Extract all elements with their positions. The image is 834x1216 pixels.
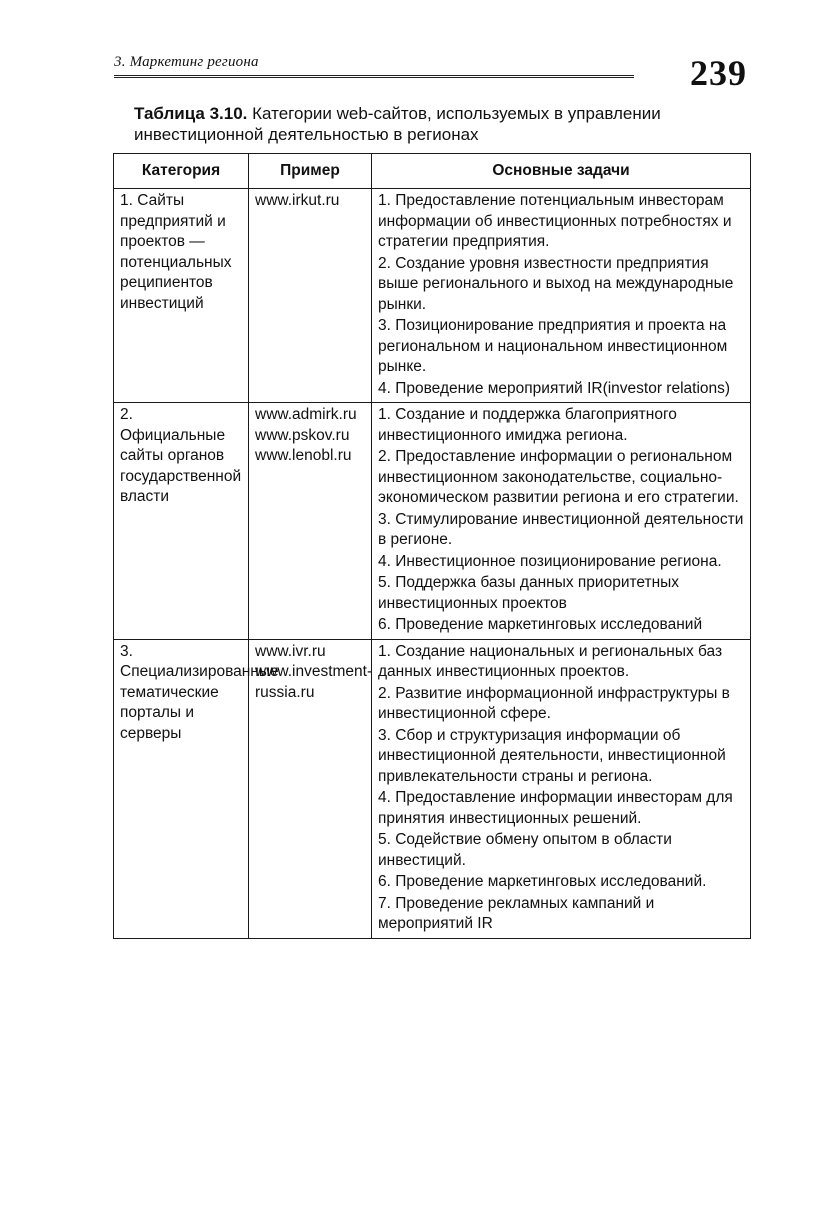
- table-caption-label: Таблица 3.10.: [134, 104, 248, 123]
- task-item: 4. Предоставление информации инвесторам для принятия инвестиционных решений.: [378, 789, 733, 827]
- example-cell: [249, 189, 372, 403]
- website-categories-table: [113, 153, 751, 939]
- column-header-category: Категория: [114, 154, 249, 189]
- example-url: www.irkut.ru: [255, 192, 340, 209]
- example-url: www.ivr.ru: [255, 642, 326, 660]
- table-row: [114, 189, 751, 403]
- task-item: 2. Создание уровня известности предприятия выше регионального и выход на международные рынки.: [378, 254, 734, 313]
- tasks-cell: [372, 403, 751, 640]
- task-item: 4. Проведение мероприятий IR(investor relations): [378, 379, 731, 397]
- task-item: 3. Стимулирование инвестиционной деятельности в регионе.: [378, 510, 744, 548]
- example-url: www.investment-russia.ru: [255, 663, 373, 701]
- task-item: 2. Развитие информационной инфраструктуры в инвестиционной сфере.: [378, 684, 730, 722]
- category-cell: 2. Официальные сайты органов государственной власти: [114, 403, 249, 640]
- table-row: [114, 403, 751, 640]
- task-item: 1. Создание и поддержка благоприятного инвестиционного имиджа региона.: [378, 406, 677, 444]
- tasks-cell: [372, 189, 751, 403]
- task-item: 6. Проведение маркетинговых исследований: [378, 616, 703, 633]
- example-url: www.pskov.ru: [255, 426, 350, 444]
- task-item: 5. Поддержка базы данных приоритетных инвестиционных проектов: [378, 574, 680, 612]
- category-cell: 3. Специализированные тематические порталы и серверы: [114, 639, 249, 938]
- task-item: 1. Предоставление потенциальным инвесторам информации об инвестиционных потребностях и стратегии предприятия.: [378, 192, 732, 250]
- task-item: 1. Создание национальных и региональных баз данных инвестиционных проектов.: [378, 642, 723, 680]
- table-caption-text: Категории web-сайтов, используемых в управлении инвестиционной деятельностью в регионах: [134, 104, 661, 144]
- header-rule: [114, 75, 634, 78]
- table-header-row: [114, 154, 751, 189]
- example-cell: [249, 639, 372, 938]
- column-header-tasks: Основные задачи: [372, 154, 751, 189]
- task-item: 6. Проведение маркетинговых исследований.: [378, 873, 707, 890]
- example-url: www.admirk.ru: [255, 406, 357, 423]
- table-caption: [134, 103, 774, 145]
- example-cell: [249, 403, 372, 640]
- column-header-example: Пример: [249, 154, 372, 189]
- category-cell: 1. Сайты предприятий и проектов — потенциальных реципиентов инвестиций: [114, 189, 249, 403]
- task-item: 2. Предоставление информации о региональном инвестиционном законодательстве, социально-экономическом развитии региона и его стратегии.: [378, 448, 739, 506]
- running-head: 3. Маркетинг региона: [114, 54, 259, 70]
- tasks-cell: [372, 639, 751, 938]
- task-item: 4. Инвестиционное позиционирование региона.: [378, 552, 722, 570]
- task-item: 5. Содействие обмену опытом в области инвестиций.: [378, 831, 672, 869]
- task-item: 3. Сбор и структуризация информации об инвестиционной деятельности, инвестиционной привлекательности страны и региона.: [378, 726, 726, 785]
- task-item: 3. Позиционирование предприятия и проекта на региональном и национальном инвестиционном рынке.: [378, 317, 728, 375]
- table-row: [114, 639, 751, 938]
- task-item: 7. Проведение рекламных кампаний и мероприятий IR: [378, 894, 655, 932]
- example-url: www.lenobl.ru: [255, 447, 352, 464]
- page-number: 239: [690, 53, 747, 93]
